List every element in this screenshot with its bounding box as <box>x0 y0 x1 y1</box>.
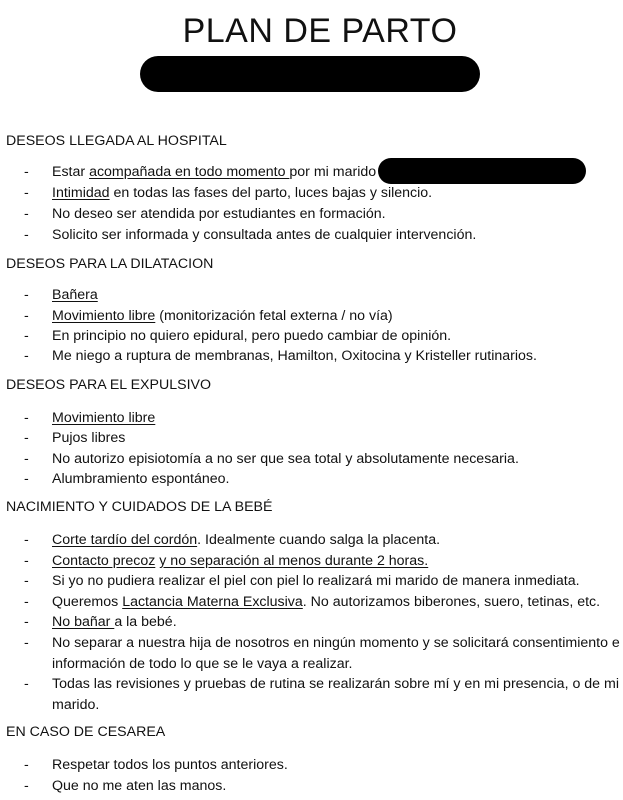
bullet-dash: - <box>24 451 29 467</box>
list-item-text <box>52 674 623 715</box>
page-title: PLAN DE PARTO <box>182 12 458 50</box>
bullet-dash: - <box>24 185 29 201</box>
list-item-text <box>52 469 229 490</box>
redaction-bar-husband <box>378 158 586 184</box>
bullet-dash: - <box>24 287 29 303</box>
bullet-dash: - <box>24 757 29 773</box>
bullet-dash: - <box>24 430 29 446</box>
text-segment: a la bebé. <box>114 614 177 630</box>
section-heading: NACIMIENTO Y CUIDADOS DE LA BEBÉ <box>6 499 273 515</box>
list-item-text <box>52 633 623 674</box>
text-segment: . Idealmente cuando salga la placenta. <box>197 532 441 548</box>
underlined-text: Intimidad <box>52 185 110 201</box>
text-segment: Que no me aten las manos. <box>52 778 227 794</box>
section-heading: EN CASO DE CESAREA <box>6 724 166 740</box>
text-segment: por mi marido <box>289 164 377 180</box>
list-item-text <box>52 346 537 367</box>
text-segment: No deseo ser atendida por estudiantes en formación. <box>52 206 386 222</box>
bullet-dash: - <box>24 164 29 180</box>
bullet-dash: - <box>24 206 29 222</box>
text-segment: No autorizo episiotomía a no ser que sea total y absolutamente necesaria. <box>52 451 519 467</box>
text-segment: No separar a nuestra hija de nosotros en ningún momento y se solicitará consentimiento e información de todo lo que se le vaya a realizar. <box>52 635 620 672</box>
bullet-dash: - <box>24 471 29 487</box>
text-segment: (monitorización fetal externa / no vía) <box>155 308 393 324</box>
underlined-text: Lactancia Materna Exclusiva <box>122 594 303 610</box>
redaction-bar-title <box>142 58 478 90</box>
list-item-text <box>52 571 580 592</box>
bullet-dash: - <box>24 348 29 364</box>
list-item-text <box>52 449 519 470</box>
bullet-dash: - <box>24 594 29 610</box>
section-heading: DESEOS PARA LA DILATACION <box>6 256 214 272</box>
bullet-dash: - <box>24 227 29 243</box>
bullet-dash: - <box>24 308 29 324</box>
underlined-text: acompañada en todo momento <box>89 164 290 180</box>
bullet-dash: - <box>24 778 29 794</box>
text-segment: en todas las fases del parto, luces bajas y silencio. <box>109 185 433 201</box>
list-item-text <box>52 530 440 551</box>
list-item-text <box>52 776 226 797</box>
text-segment: Respetar todos los puntos anteriores. <box>52 757 288 773</box>
underlined-text: Contacto precoz <box>52 553 156 569</box>
text-segment: Estar <box>52 164 90 180</box>
section-heading: DESEOS PARA EL EXPULSIVO <box>6 377 212 393</box>
text-segment: En principio no quiero epidural, pero puedo cambiar de opinión. <box>52 328 452 344</box>
bullet-dash: - <box>24 553 29 569</box>
list-item-text <box>52 204 386 225</box>
bullet-dash: - <box>24 328 29 344</box>
underlined-text: y no separación al menos durante 2 horas. <box>159 553 429 569</box>
list-item-text <box>52 183 432 204</box>
list-item-text <box>52 225 476 246</box>
text-segment: Me niego a ruptura de membranas, Hamilton, Oxitocina y Kristeller rutinarios. <box>52 348 537 364</box>
list-item-text <box>52 306 393 327</box>
text-segment: Todas las revisiones y pruebas de rutina se realizarán sobre mí y en mi presencia, o de mi marido. <box>52 676 619 713</box>
list-item-text <box>52 612 177 633</box>
text-segment: Pujos libres <box>52 430 126 446</box>
underlined-text: No bañar <box>52 614 115 630</box>
list-item-text <box>52 408 155 429</box>
text-segment: Solicito ser informada y consultada antes de cualquier intervención. <box>52 227 477 243</box>
list-item-text <box>52 551 428 572</box>
underlined-text: Movimiento libre <box>52 410 156 426</box>
bullet-dash: - <box>24 532 29 548</box>
bullet-dash: - <box>24 614 29 630</box>
list-item-text <box>52 326 451 347</box>
list-item-text <box>52 285 98 306</box>
underlined-text: Corte tardío del cordón <box>52 532 198 548</box>
bullet-dash: - <box>24 635 29 651</box>
bullet-dash: - <box>24 676 29 692</box>
underlined-text: Bañera <box>52 287 98 303</box>
text-segment: . No autorizamos biberones, suero, tetinas, etc. <box>302 594 601 610</box>
text-segment: Queremos <box>52 594 123 610</box>
list-item-text <box>52 428 125 449</box>
list-item-text <box>52 592 600 613</box>
bullet-dash: - <box>24 410 29 426</box>
text-segment: Alumbramiento espontáneo. <box>52 471 230 487</box>
list-item-text <box>52 162 376 183</box>
underlined-text: Movimiento libre <box>52 308 156 324</box>
bullet-dash: - <box>24 573 29 589</box>
text-segment: Si yo no pudiera realizar el piel con piel lo realizará mi marido de manera inmediata. <box>52 573 580 589</box>
list-item-text <box>52 755 288 776</box>
section-heading: DESEOS LLEGADA AL HOSPITAL <box>6 133 227 149</box>
